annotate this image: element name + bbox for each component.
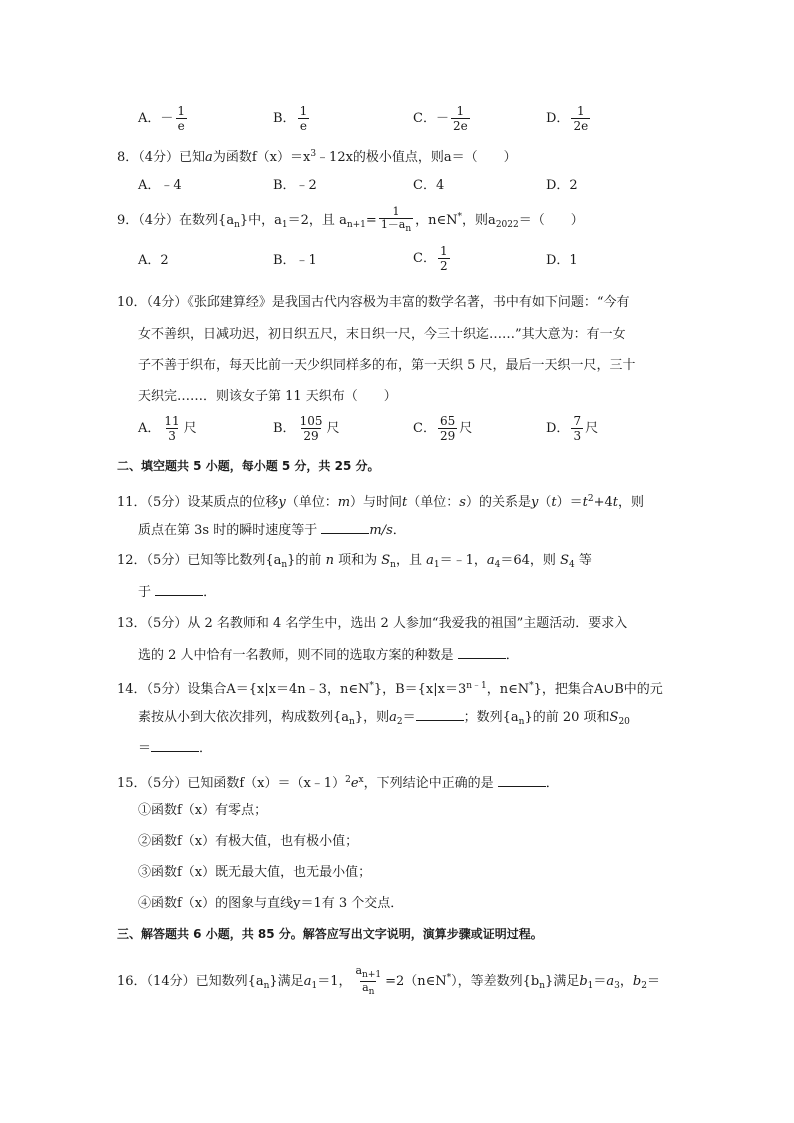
q10-option-c: C． $\frac{65}{29}$ 尺 bbox=[413, 414, 473, 443]
q15-item-4: ④函数f（x）的图象与直线y＝1有 3 个交点． bbox=[138, 896, 404, 911]
q10-line-4: 天织完……．则该女子第 11 天织布（ ） bbox=[138, 389, 397, 404]
q15-item-3: ③函数f（x）既无最大值，也无最小值； bbox=[138, 865, 372, 880]
q13-line-2: 选的 2 人中恰有一名教师，则不同的选取方案的种数是 ． bbox=[138, 648, 519, 663]
q10-line-1: 10．（4分）《张邱建算经》是我国古代内容极为丰富的数学名著，书中有如下问题：“今有 bbox=[117, 295, 630, 310]
q11-line-1: 11．（5分）设某质点的位移y（单位：m）与时间t（单位：s）的关系是$y(t)=t^2+4t$，则 bbox=[117, 494, 644, 510]
q14-answer-blank-2[interactable] bbox=[151, 739, 199, 752]
q11-line-2: 质点在第 3s 时的瞬时速度等于 m/s． bbox=[138, 523, 406, 538]
q8-option-b: B．﹣2 bbox=[273, 178, 317, 193]
q11-answer-blank[interactable] bbox=[321, 521, 369, 534]
q13-answer-blank[interactable] bbox=[458, 646, 506, 659]
section-3-heading: 三、解答题共 6 小题，共 85 分。解答应写出文字说明，演算步骤或证明过程。 bbox=[117, 927, 543, 941]
q15-item-1: ①函数f（x）有零点； bbox=[138, 803, 268, 818]
q7-option-d: D． $\frac{1}{2e}$ bbox=[546, 104, 589, 133]
q9-stem: 9．（4分）在数列$\{a_n\}$中，$a_1=2$，且 $a_{n+1}=$ $\frac{1}{1-a_n}$ ，n∈N*，则$a_{2022}=$（ ） bbox=[117, 205, 584, 234]
q7-option-b: B． $\frac{1}{e}$ bbox=[273, 104, 308, 133]
q9-option-b: B．﹣1 bbox=[273, 253, 317, 268]
q8-option-c: C．4 bbox=[413, 178, 445, 193]
q10-option-b: B． $\frac{105}{29}$ 尺 bbox=[273, 414, 340, 443]
section-2-heading: 二、填空题共 5 小题，每小题 5 分，共 25 分。 bbox=[117, 459, 380, 473]
q8-stem: 8．（4分）已知a为函数$f(x)=x^3﹣12x$的极小值点，则a＝（ ） bbox=[117, 149, 517, 165]
q9-option-d: D．1 bbox=[546, 253, 578, 268]
q15-line-1: 15．（5分）已知函数$f(x)=(x﹣1)^2e^x$，下列结论中正确的是 ． bbox=[117, 775, 559, 791]
q10-option-a: A． $\frac{11}{3}$ 尺 bbox=[138, 414, 197, 443]
q15-item-2: ②函数f（x）有极大值，也有极小值； bbox=[138, 834, 359, 849]
q10-line-3: 子不善于织布，每天比前一天少织同样多的布，第一天织 5 尺，最后一天织一尺，三十 bbox=[138, 358, 636, 373]
q13-line-1: 13．（5分）从 2 名教师和 4 名学生中，选出 2 人参加“我爱我的祖国”主题活动．要求入 bbox=[117, 616, 628, 631]
q16-line-1: 16．（14分）已知数列$\{a_n\}$满足$a_1=1$， $\frac{a_{n+1}}{a_n}$ =2（n∈N*），等差数列$\{b_n\}$满足$b_1=a_3$，$b_2=$ bbox=[117, 964, 660, 997]
q14-line-1: 14．（5分）设集合A＝{x|x＝4n﹣3，n∈N*}，$B=\{x|x=3^{n﹣1}$，n∈N*}，把集合A∪B中的元 bbox=[117, 681, 663, 697]
q12-line-1: 12．（5分）已知等比数列$\{a_n\}$的前 n 项和为 $S_n$，且 $a_1=﹣1$，$a_4=64$，则 $S_4$ 等 bbox=[117, 553, 592, 570]
q14-answer-blank-1[interactable] bbox=[416, 708, 464, 721]
q14-line-3: ＝ ． bbox=[138, 741, 213, 756]
q8-option-a: A．﹣4 bbox=[138, 178, 182, 193]
q8-option-d: D．2 bbox=[546, 178, 578, 193]
q10-line-2: 女不善织，日减功迟，初日织五尺，末日织一尺，今三十织迄……”其大意为：有一女 bbox=[138, 327, 626, 342]
q9-option-a: A．2 bbox=[138, 253, 169, 268]
q7-option-a: A．－ $\frac{1}{e}$ bbox=[138, 104, 186, 133]
q15-answer-blank[interactable] bbox=[498, 774, 546, 787]
q14-line-2: 素按从小到大依次排列，构成数列$\{a_n\}$，则$a_2=$ ；数列$\{a_n\}$的前 20 项和$S_{20}$ bbox=[138, 710, 630, 727]
q9-option-c: C． $\frac{1}{2}$ bbox=[413, 244, 448, 273]
q10-option-d: D． $\frac{7}{3}$ 尺 bbox=[546, 414, 599, 443]
q12-line-2: 于 ． bbox=[138, 585, 217, 600]
q7-option-c: C．－ $\frac{1}{2e}$ bbox=[413, 104, 468, 133]
q12-answer-blank[interactable] bbox=[155, 583, 203, 596]
